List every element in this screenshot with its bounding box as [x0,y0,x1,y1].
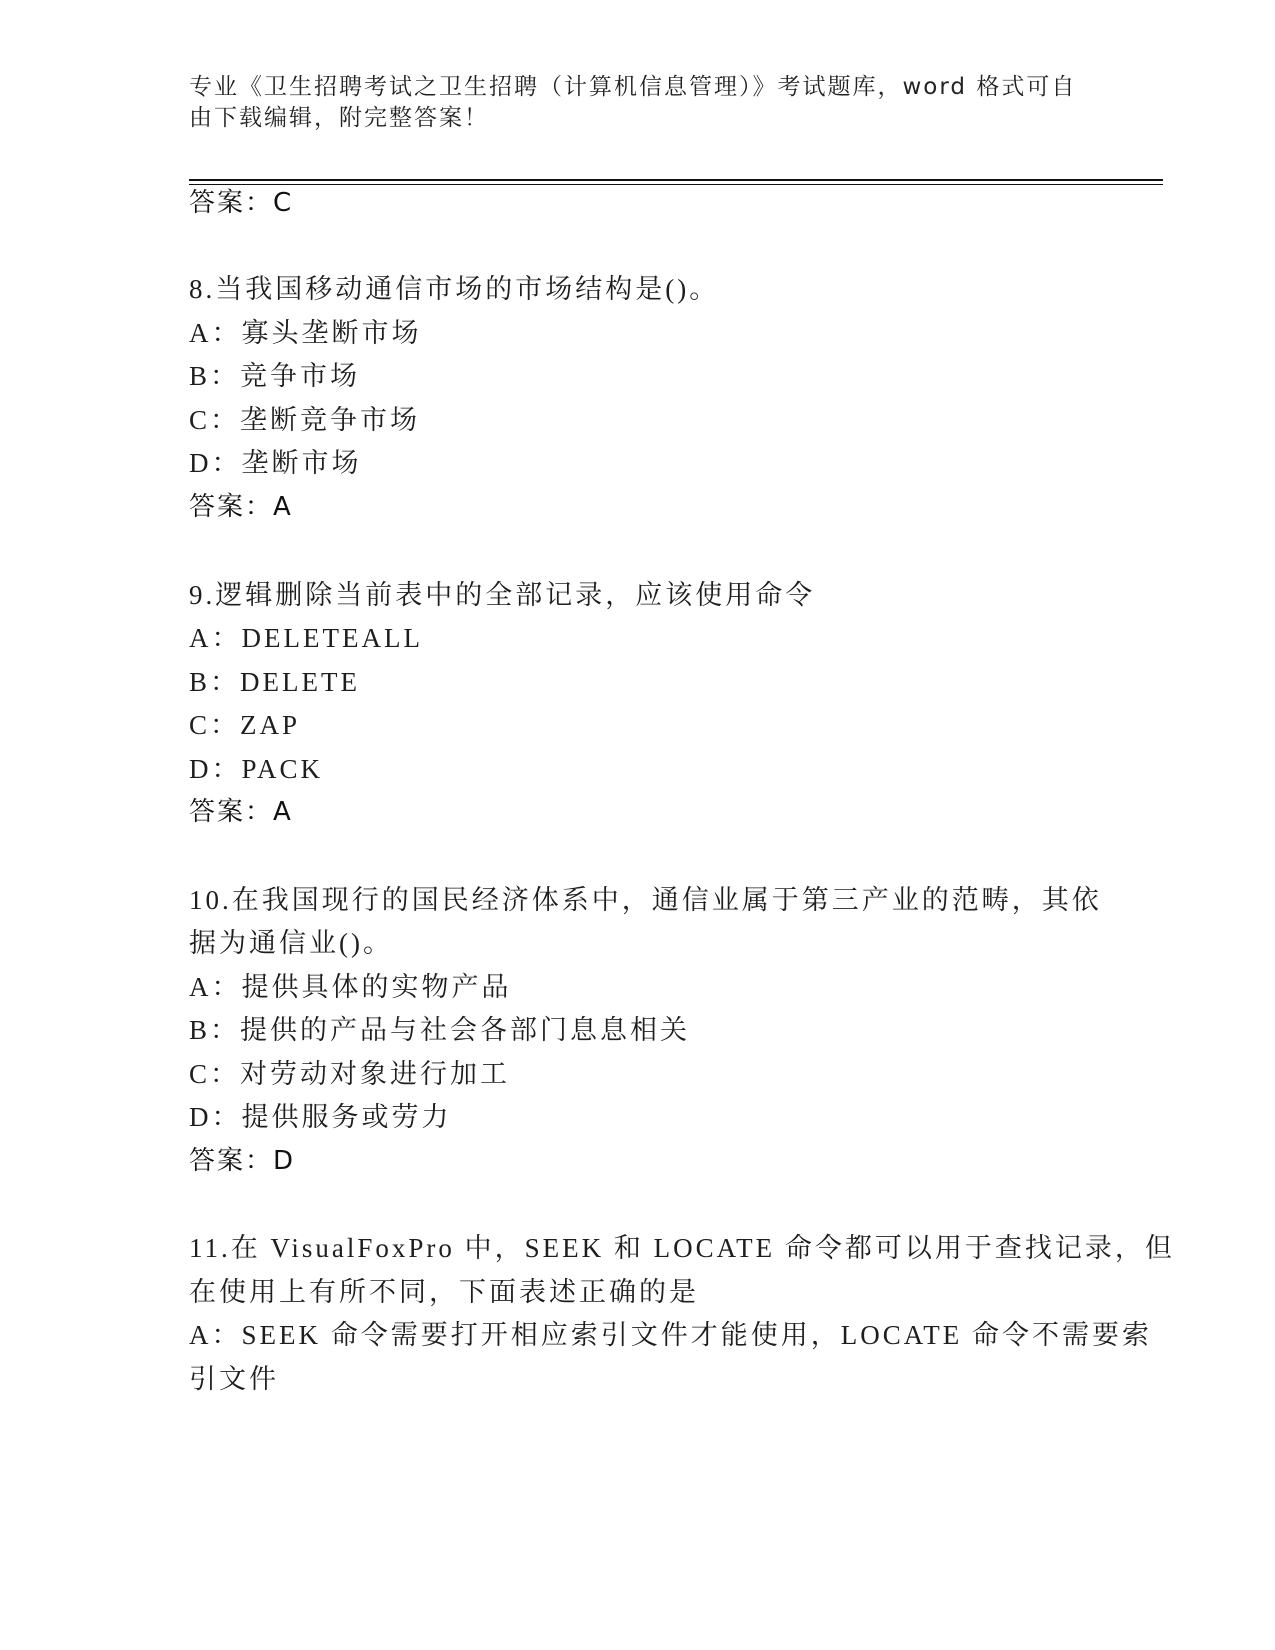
question-10-stem-line-2: 据为通信业()。 [189,928,393,958]
question-11-stem-line-2: 在使用上有所不同，下面表述正确的是 [189,1277,699,1307]
question-8-option-a: A：寡头垄断市场 [189,318,422,348]
question-8-option-d: D：垄断市场 [189,448,362,478]
question-11-option-a-line-2: 引文件 [189,1364,279,1394]
document-header [189,72,1089,134]
question-9-option-b: B：DELETE [189,667,360,697]
header-divider-thin [189,184,1163,185]
header-line-2: 由下载编辑，附完整答案！ [189,105,489,131]
question-10-option-b: B：提供的产品与社会各部门息息相关 [189,1015,691,1045]
question-10-option-d: D：提供服务或劳力 [189,1102,452,1132]
question-8-option-b: B：竞争市场 [189,361,361,391]
question-8-option-c: C：垄断竞争市场 [189,405,421,435]
question-10-answer: 答案：D [189,1146,296,1176]
question-9-stem: 9.逻辑删除当前表中的全部记录，应该使用命令 [189,580,816,610]
question-10-stem-line-1: 10.在我国现行的国民经济体系中，通信业属于第三产业的范畴，其依 [189,885,1102,915]
header-divider-thick [189,179,1163,181]
question-9-option-d: D：PACK [189,754,324,784]
question-11-option-a-line-1: A：SEEK 命令需要打开相应索引文件才能使用，LOCATE 命令不需要索 [189,1320,1152,1350]
question-11-stem-line-1: 11.在 VisualFoxPro 中，SEEK 和 LOCATE 命令都可以用于查找记录，但 [189,1233,1175,1263]
question-10-option-c: C：对劳动对象进行加工 [189,1059,511,1089]
question-9-answer: 答案：A [189,797,293,827]
question-8-answer: 答案：A [189,492,293,522]
question-10-option-a: A：提供具体的实物产品 [189,972,512,1002]
question-9-option-c: C：ZAP [189,710,301,740]
previous-answer: 答案：C [189,188,294,218]
question-8-stem: 8.当我国移动通信市场的市场结构是()。 [189,274,720,304]
question-9-option-a: A：DELETEALL [189,623,423,653]
header-line-1: 专业《卫生招聘考试之卫生招聘（计算机信息管理）》考试题库，word 格式可自 [189,74,1077,100]
